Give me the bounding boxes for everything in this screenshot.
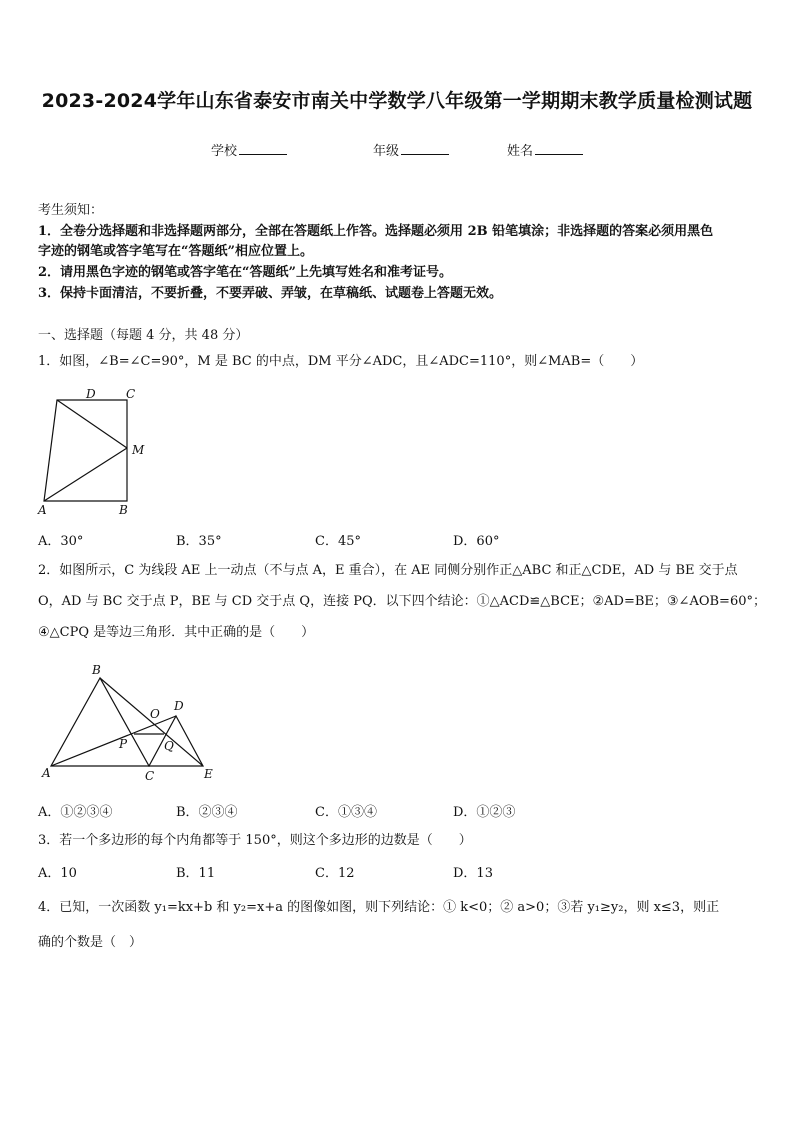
q1-stem: 1．如图，∠B=∠C=90°，M 是 BC 的中点，DM 平分∠ADC，且∠ADC=110°，则∠MAB=（ ） <box>38 354 644 369</box>
grade-field <box>373 140 449 159</box>
notice-heading: 考生须知： <box>38 203 104 218</box>
q2-label-a: A <box>42 766 51 780</box>
q3-stem: 3．若一个多边形的每个内角都等于 150°，则这个多边形的边数是（ ） <box>38 833 472 848</box>
school-field <box>211 140 287 159</box>
q1-option-b[interactable]: B．35° <box>176 534 222 549</box>
q2-segment-be <box>100 678 203 766</box>
notice-item-1-line-2: 字迹的钢笔或答字笔写在“答题纸”相应位置上。 <box>38 244 313 259</box>
q2-option-d[interactable]: D．①②③ <box>453 805 516 820</box>
name-blank[interactable] <box>535 142 583 155</box>
q1-segment-dm <box>57 400 127 448</box>
q3-option-d[interactable]: D．13 <box>453 866 493 881</box>
q4-line-2: 确的个数是（ ） <box>38 935 143 950</box>
section-heading: 一、选择题（每题 4 分，共 48 分） <box>38 328 249 343</box>
q3-option-b[interactable]: B．11 <box>176 866 216 881</box>
q1-label-b: B <box>119 503 128 517</box>
q2-triangle-abc <box>51 678 149 766</box>
q2-label-e: E <box>204 767 213 781</box>
q2-option-a[interactable]: A．①②③④ <box>38 805 113 820</box>
grade-blank[interactable] <box>401 142 449 155</box>
q1-option-d[interactable]: D．60° <box>453 534 500 549</box>
q2-label-c: C <box>145 769 155 783</box>
q2-label-o: O <box>150 707 160 721</box>
q1-option-c[interactable]: C．45° <box>315 534 361 549</box>
q1-label-d: D <box>86 387 96 401</box>
q2-segment-ad <box>51 716 176 766</box>
q1-label-m: M <box>132 443 145 457</box>
q1-figure <box>36 384 156 520</box>
q2-label-d: D <box>174 699 184 713</box>
q2-figure <box>36 658 226 784</box>
school-blank[interactable] <box>239 142 287 155</box>
q1-quadrilateral <box>44 400 127 501</box>
q2-option-b[interactable]: B．②③④ <box>176 805 238 820</box>
q1-label-a: A <box>38 503 47 517</box>
notice-item-3: 3．保持卡面清洁，不要折叠，不要弄破、弄皱，在草稿纸、试题卷上答题无效。 <box>38 286 503 301</box>
notice-item-1-line-1: 1．全卷分选择题和非选择题两部分，全部在答题纸上作答。选择题必须用 2B 铅笔填涂；非选择题的答案必须用黑色 <box>38 224 714 239</box>
q2-line-1: 2．如图所示，C 为线段 AE 上一动点（不与点 A，E 重合），在 AE 同侧分别作正△ABC 和正△CDE，AD 与 BE 交于点 <box>38 563 738 578</box>
name-label: 姓名 <box>507 144 534 159</box>
q2-label-q: Q <box>164 739 174 753</box>
school-label: 学校 <box>211 144 238 159</box>
q2-label-b: B <box>92 663 101 677</box>
grade-label: 年级 <box>373 144 400 159</box>
q3-option-c[interactable]: C．12 <box>315 866 355 881</box>
q2-line-2: O，AD 与 BC 交于点 P，BE 与 CD 交于点 Q，连接 PQ．以下四个结论：①△ACD≌△BCE；②AD=BE；③∠AOB=60°； <box>38 594 766 609</box>
q4-line-1: 4．已知，一次函数 y₁=kx+b 和 y₂=x+a 的图像如图，则下列结论：① k<0；② a>0；③若 y₁≥y₂，则 x≤3，则正 <box>38 900 720 915</box>
q1-option-a[interactable]: A．30° <box>38 534 84 549</box>
q2-option-c[interactable]: C．①③④ <box>315 805 377 820</box>
q2-label-p: P <box>119 737 128 751</box>
notice-item-2: 2．请用黑色字迹的钢笔或答字笔在“答题纸”上先填写姓名和准考证号。 <box>38 265 453 280</box>
q1-segment-am <box>44 448 127 501</box>
exam-title: 2023-2024学年山东省泰安市南关中学数学八年级第一学期期末教学质量检测试题 <box>41 90 753 112</box>
q3-option-a[interactable]: A．10 <box>38 866 77 881</box>
q2-line-3: ④△CPQ 是等边三角形．其中正确的是（ ） <box>38 625 315 640</box>
q1-label-c: C <box>126 387 136 401</box>
name-field <box>507 140 583 159</box>
